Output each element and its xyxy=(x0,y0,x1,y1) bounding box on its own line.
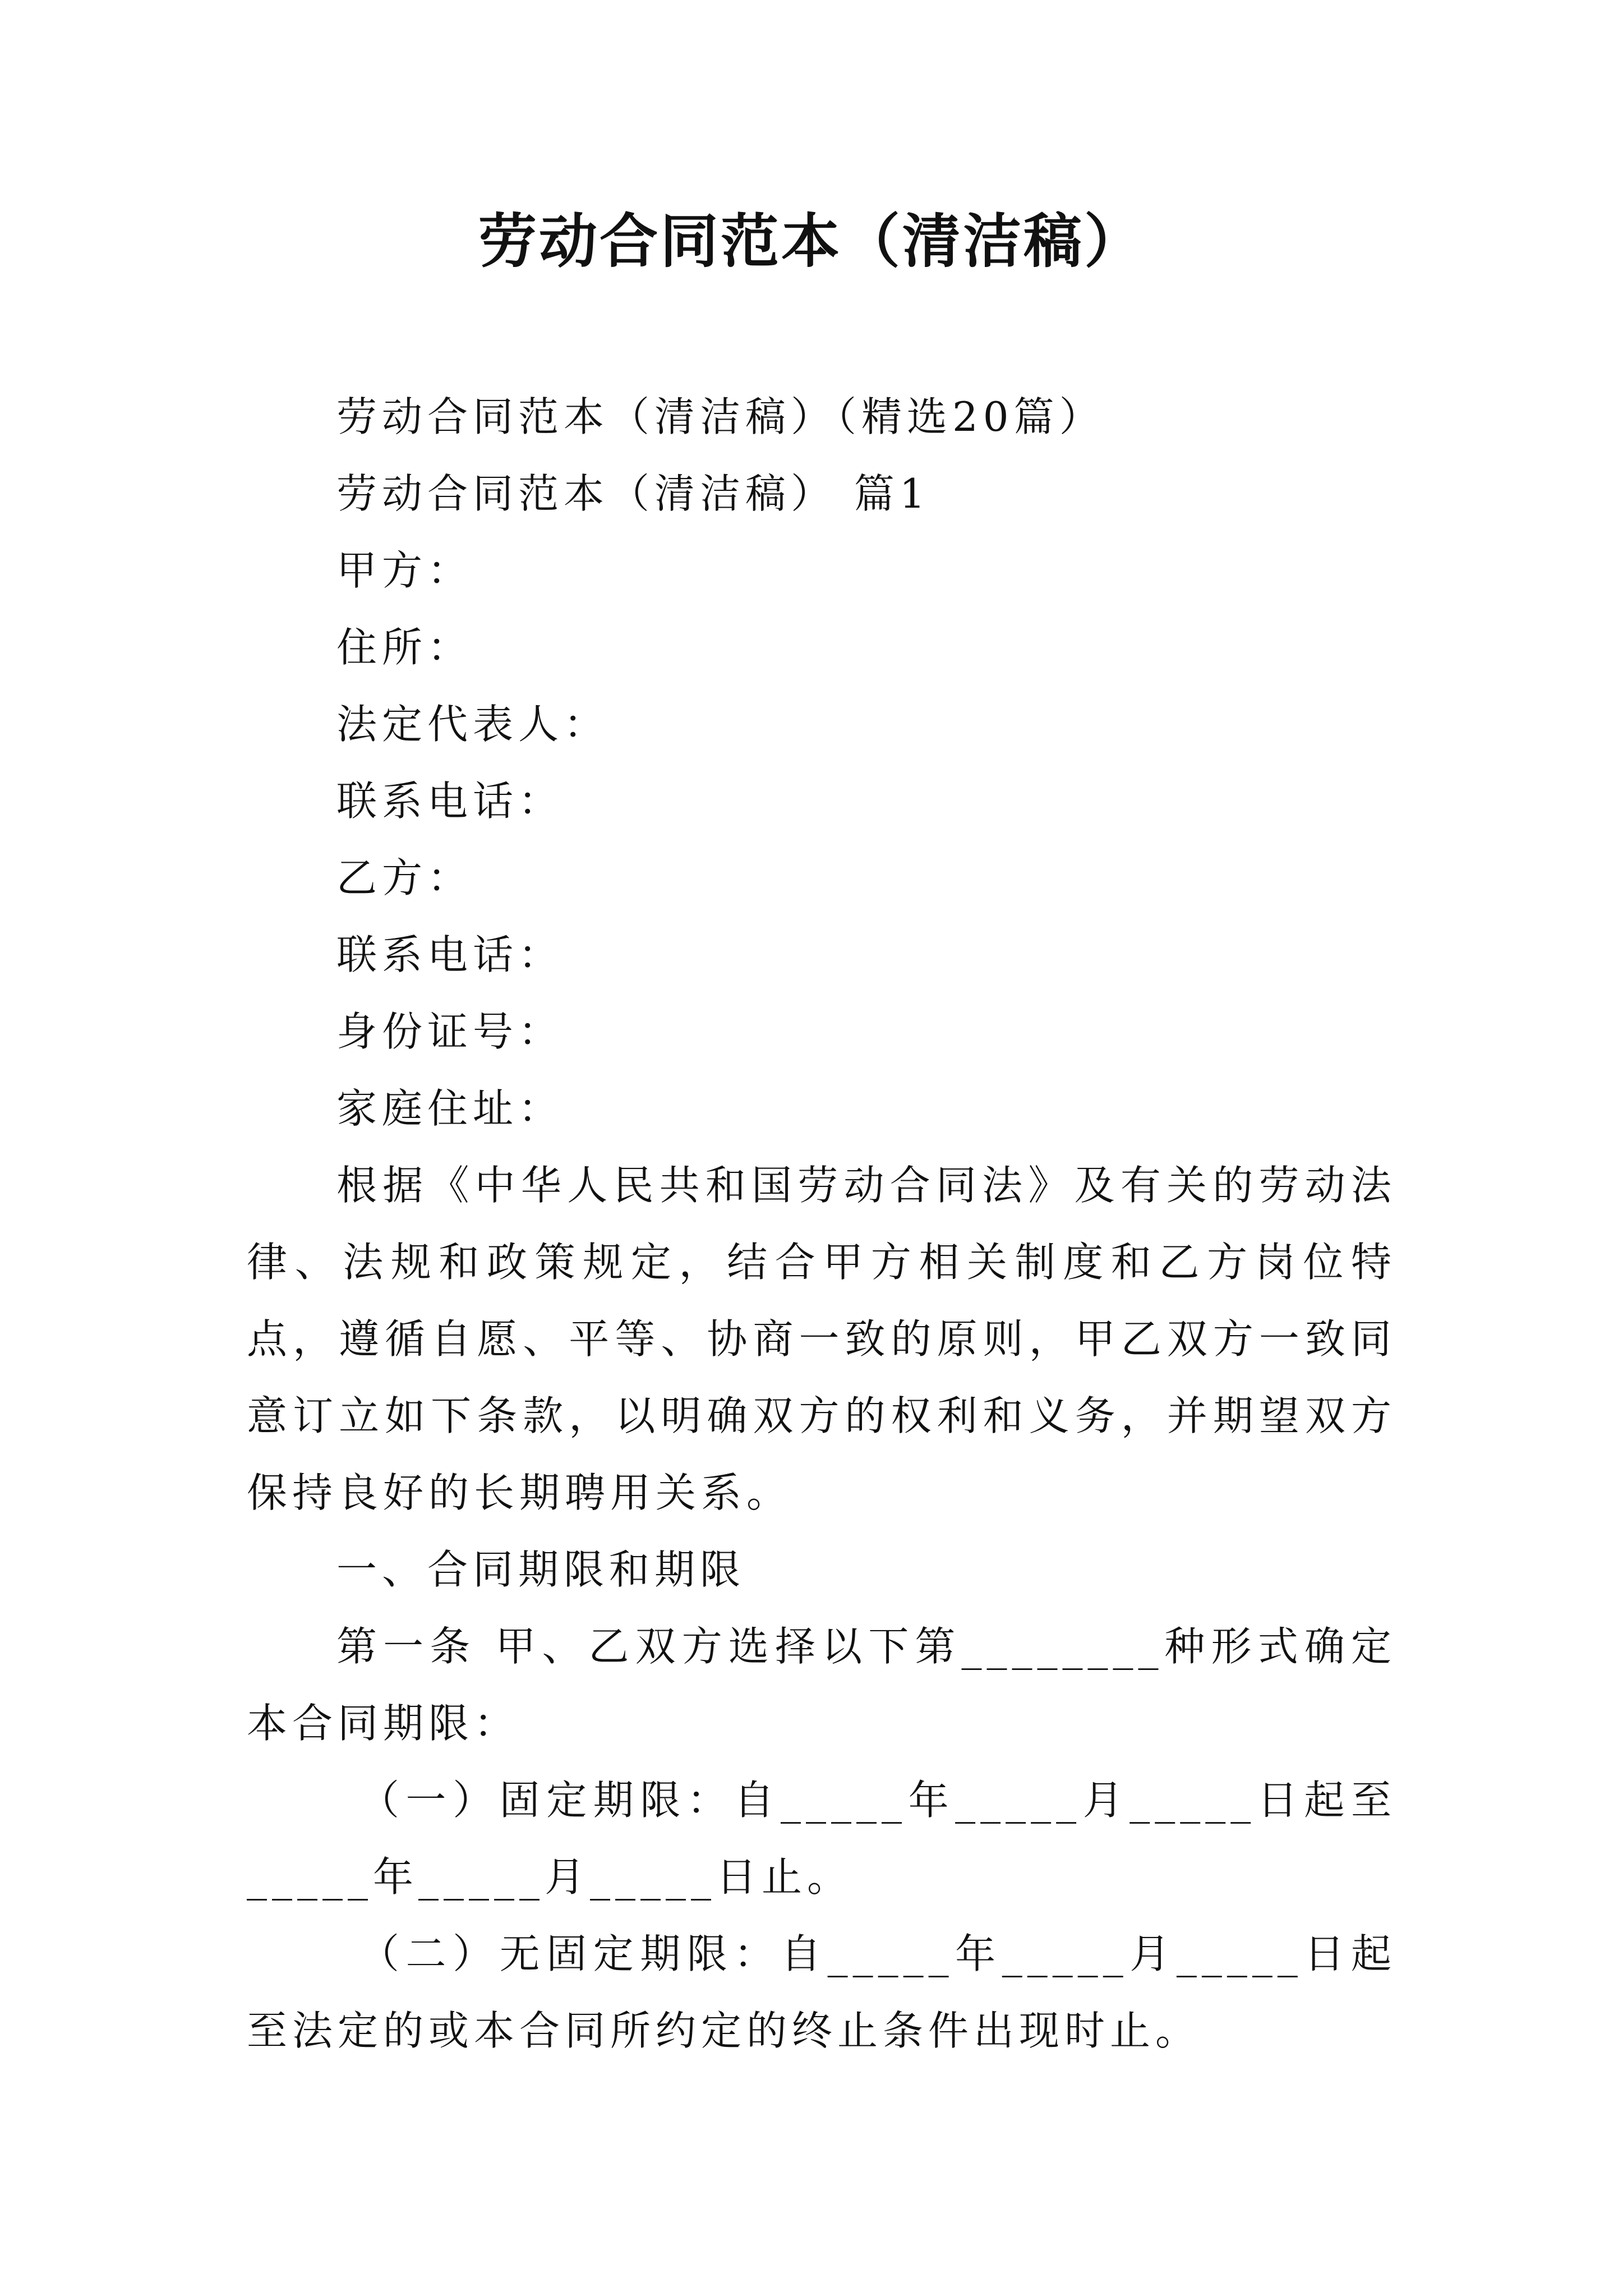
paragraph-subtitle: 劳动合同范本（清洁稿）（精选20篇） xyxy=(336,393,1105,440)
party-b-phone-label: 联系电话： xyxy=(336,931,564,978)
id-number-label: 身份证号： xyxy=(336,1008,564,1055)
paragraph-section-heading: 劳动合同范本（清洁稿） 篇1 xyxy=(336,470,930,517)
home-address-label: 家庭住址： xyxy=(336,1085,564,1132)
fixed-term-clause: （一）固定期限：自_____年_____月_____日起至_____年_____月_____日止。 xyxy=(247,1777,1396,1901)
address-label: 住所： xyxy=(336,624,473,671)
party-a-label: 甲方： xyxy=(336,547,473,594)
party-b-label: 乙方： xyxy=(336,854,473,901)
preamble-paragraph: 根据《中华人民共和国劳动合同法》及有关的劳动法律、法规和政策规定，结合甲方相关制度和乙方岗位特点，遵循自愿、平等、协商一致的原则，甲乙双方一致同意订立如下条款，以明确双方的权利和义务，并期望双方保持良好的长期聘用关系。 xyxy=(247,1162,1396,1516)
document-body xyxy=(247,379,1396,2069)
open-term-clause: （二）无固定期限：自_____年_____月_____日起至法定的或本合同所约定的终止条件出现时止。 xyxy=(247,1930,1396,2054)
legal-representative-label: 法定代表人： xyxy=(336,701,610,748)
article-one-paragraph: 第一条 甲、乙双方选择以下第________种形式确定本合同期限： xyxy=(247,1623,1396,1747)
chapter-heading: 一、合同期限和期限 xyxy=(336,1546,746,1593)
party-a-phone-label: 联系电话： xyxy=(336,777,564,825)
document-title: 劳动合同范本（清洁稿） xyxy=(478,206,1145,275)
